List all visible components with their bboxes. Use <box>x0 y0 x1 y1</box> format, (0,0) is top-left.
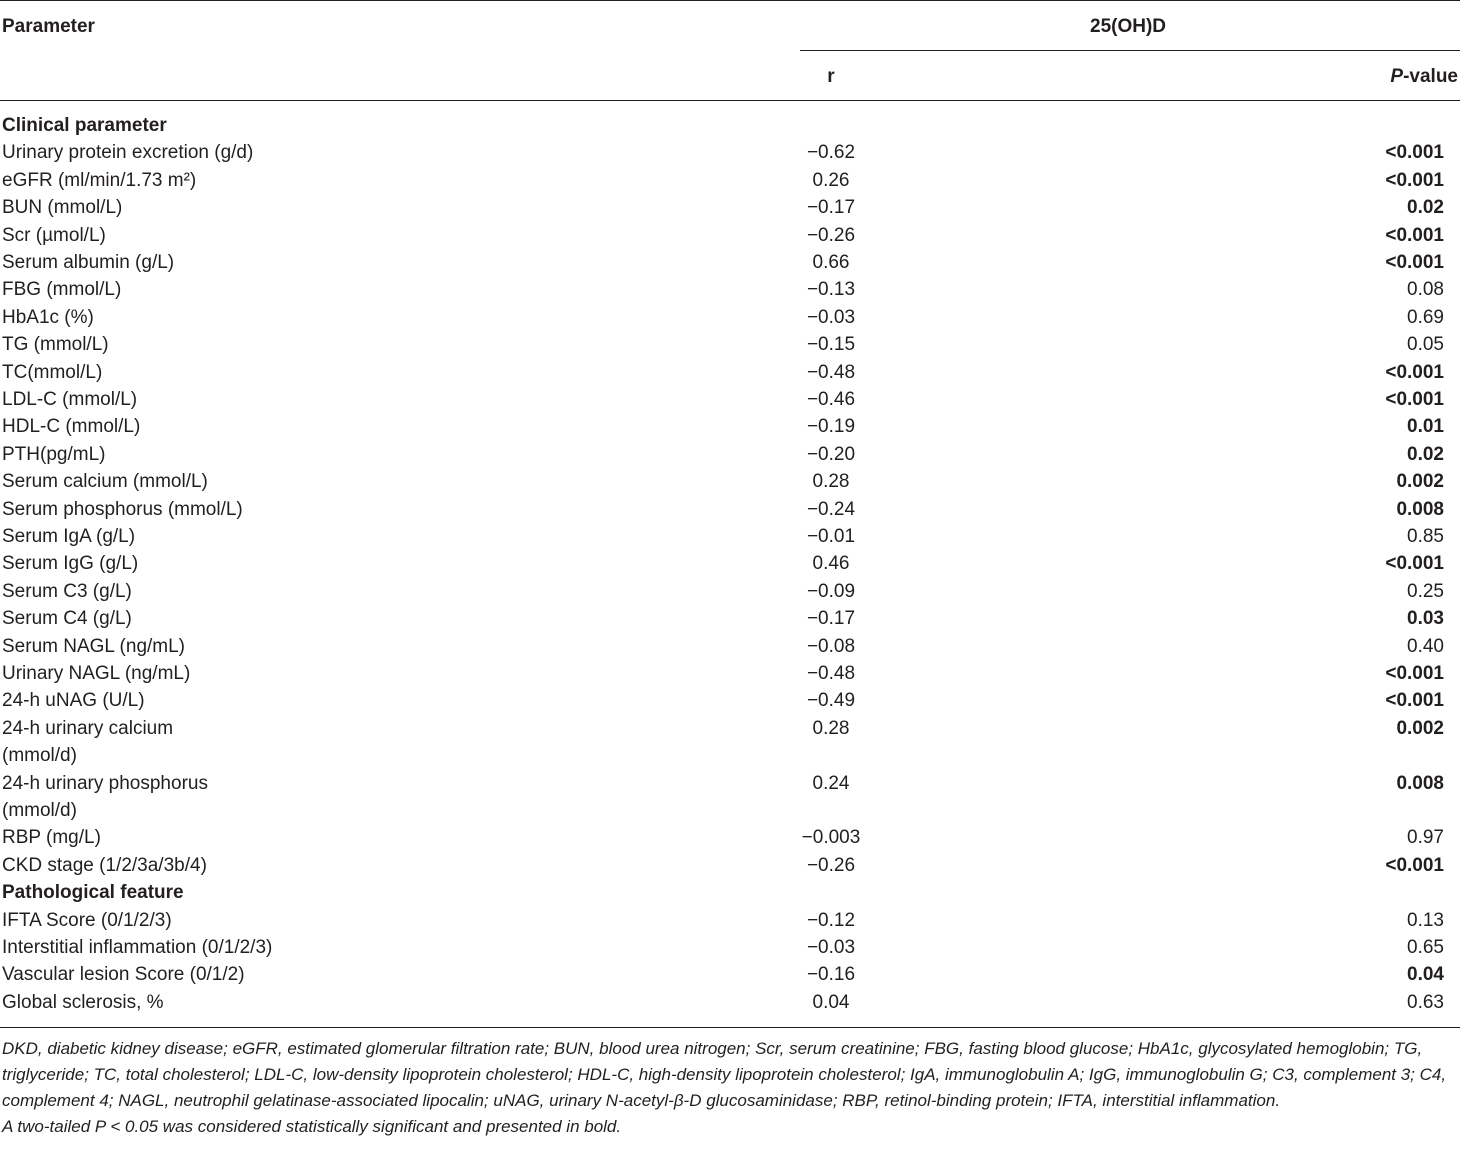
r-value: −0.24 <box>806 498 856 520</box>
p-value: <0.001 <box>1385 663 1444 684</box>
r-value: −0.09 <box>806 580 856 602</box>
row-label: Serum IgA (g/L) <box>2 526 136 547</box>
p-value: <0.001 <box>1385 224 1444 246</box>
p-value: <0.001 <box>1385 361 1444 383</box>
r-value: −0.46 <box>806 389 856 410</box>
p-value: 0.04 <box>1407 964 1444 986</box>
p-value: 0.25 <box>1407 580 1444 602</box>
r-value: −0.03 <box>806 937 856 958</box>
row-label: FBG (mmol/L) <box>2 279 122 301</box>
r-value: −0.17 <box>806 197 856 219</box>
r-value: −0.62 <box>806 142 856 164</box>
r-value: −0.17 <box>806 608 856 630</box>
r-value: 0.46 <box>812 553 850 575</box>
row-label: Global sclerosis, % <box>2 991 164 1013</box>
p-value: <0.001 <box>1385 252 1444 273</box>
row-label: CKD stage (1/2/3a/3b/4) <box>2 854 207 876</box>
header-p-value <box>1340 66 1458 88</box>
row-label: Serum phosphorus (mmol/L) <box>2 498 243 520</box>
row-label: Scr (µmol/L) <box>2 224 106 246</box>
p-value: 0.01 <box>1407 416 1444 438</box>
p-value: 0.02 <box>1407 197 1444 219</box>
p-value: 0.13 <box>1407 909 1444 931</box>
row-label: 24-h urinary phosphorus <box>2 772 208 794</box>
p-value: 0.002 <box>1396 471 1444 493</box>
p-value: 0.008 <box>1396 498 1444 520</box>
row-label: IFTA Score (0/1/2/3) <box>2 909 172 931</box>
p-value: 0.03 <box>1407 608 1444 630</box>
r-value: −0.08 <box>806 635 856 657</box>
r-value: −0.003 <box>801 827 861 849</box>
r-value: −0.16 <box>806 964 856 986</box>
header-p-italic: P <box>1390 66 1404 87</box>
r-value: 0.04 <box>812 991 850 1013</box>
row-label: Serum NAGL (ng/mL) <box>2 635 186 657</box>
p-value: 0.85 <box>1407 526 1444 547</box>
r-value: −0.19 <box>806 416 856 438</box>
r-value: −0.13 <box>806 279 856 301</box>
p-value: <0.001 <box>1385 553 1444 575</box>
p-value: 0.40 <box>1407 635 1444 657</box>
p-value: <0.001 <box>1385 169 1444 191</box>
p-value: 0.05 <box>1407 334 1444 356</box>
row-label: LDL-C (mmol/L) <box>2 389 138 410</box>
header-25ohd: 25(OH)D <box>1090 16 1167 37</box>
r-value: −0.12 <box>806 909 856 931</box>
footnote-abbreviations: DKD, diabetic kidney disease; eGFR, estimated glomerular filtration rate; BUN, blood urea nitrogen; Scr, serum creatinine; FBG, fasting blood glucose; HbA1c, glycosylated hemoglobin; TG, triglyceride; TC, total cholesterol; LDL-C, low-density lipoprotein cholesterol; HDL-C, high-density lipoprotein cholesterol; IgA, immunoglobulin A; IgG, immunoglobulin G; C3, complement 3; C4, complement 4; NAGL, neutrophil gelatinase-associated lipocalin; uNAG, urinary N-acetyl-β-D glucosaminidase; RBP, retinol-binding protein; IFTA, interstitial inflammation. <box>2 1039 1447 1110</box>
p-value: 0.008 <box>1396 772 1444 794</box>
p-value: 0.08 <box>1407 279 1444 301</box>
p-value: <0.001 <box>1385 142 1444 164</box>
p-value: 0.69 <box>1407 306 1444 328</box>
bottom-rule <box>0 1027 1460 1028</box>
footnote-significance: A two-tailed P < 0.05 was considered statistically significant and presented in bold. <box>2 1117 622 1136</box>
group-rule <box>800 50 1460 51</box>
row-label: TC(mmol/L) <box>2 361 103 383</box>
r-value: 0.28 <box>812 717 850 739</box>
p-value: <0.001 <box>1385 690 1444 712</box>
p-value: 0.02 <box>1407 443 1444 465</box>
row-label: 24-h uNAG (U/L) <box>2 690 145 712</box>
header-rule <box>0 100 1460 101</box>
row-label: HDL-C (mmol/L) <box>2 416 141 438</box>
row-label: eGFR (ml/min/1.73 m²) <box>2 169 197 191</box>
row-label: RBP (mg/L) <box>2 827 101 849</box>
row-label: Vascular lesion Score (0/1/2) <box>2 964 245 986</box>
row-label: HbA1c (%) <box>2 306 94 328</box>
r-value: −0.01 <box>806 526 856 547</box>
row-label: BUN (mmol/L) <box>2 197 123 219</box>
r-value: 0.28 <box>812 471 850 493</box>
r-value: 0.26 <box>812 169 850 191</box>
p-value: <0.001 <box>1385 854 1444 876</box>
r-value: −0.20 <box>806 443 856 465</box>
row-label: Interstitial inflammation (0/1/2/3) <box>2 937 273 958</box>
table-footnotes <box>2 1036 1458 1140</box>
r-value: −0.26 <box>806 854 856 876</box>
row-label: Urinary NAGL (ng/mL) <box>2 663 191 684</box>
r-value: 0.66 <box>812 252 850 273</box>
p-value: 0.63 <box>1407 991 1444 1013</box>
header-p-rest: -value <box>1403 66 1458 87</box>
top-rule <box>0 0 1460 1</box>
r-value: −0.26 <box>806 224 856 246</box>
row-label: Serum calcium (mmol/L) <box>2 471 208 493</box>
row-label: 24-h urinary calcium <box>2 717 174 739</box>
row-label: Serum IgG (g/L) <box>2 553 139 575</box>
row-label: PTH(pg/mL) <box>2 443 106 465</box>
section-heading: Pathological feature <box>2 882 184 904</box>
p-value: 0.97 <box>1407 827 1444 849</box>
r-value: −0.49 <box>806 690 856 712</box>
row-label-continued: (mmol/d) <box>2 800 77 821</box>
p-value: 0.002 <box>1396 717 1444 739</box>
r-value: −0.03 <box>806 306 856 328</box>
row-label-continued: (mmol/d) <box>2 745 77 767</box>
r-value: 0.24 <box>812 772 850 794</box>
header-r: r <box>827 66 835 87</box>
r-value: −0.48 <box>806 663 856 684</box>
row-label: TG (mmol/L) <box>2 334 109 356</box>
section-heading: Clinical parameter <box>2 115 167 136</box>
row-label: Serum C3 (g/L) <box>2 580 132 602</box>
r-value: −0.48 <box>806 361 856 383</box>
row-label: Urinary protein excretion (g/d) <box>2 142 254 164</box>
p-value: <0.001 <box>1385 389 1444 410</box>
row-label: Serum albumin (g/L) <box>2 252 175 273</box>
r-value: −0.15 <box>806 334 856 356</box>
header-parameter: Parameter <box>2 16 95 37</box>
p-value: 0.65 <box>1407 937 1444 958</box>
row-label: Serum C4 (g/L) <box>2 608 132 630</box>
